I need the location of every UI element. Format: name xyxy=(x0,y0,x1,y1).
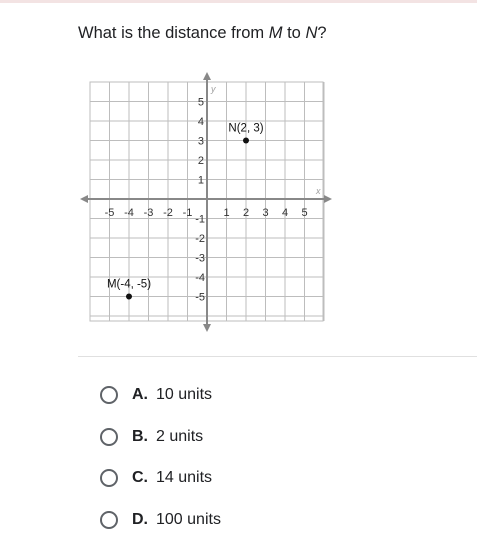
choice-b[interactable] xyxy=(100,422,203,452)
y-axis-arrow-down xyxy=(203,324,211,332)
question-middle: to xyxy=(282,24,306,42)
x-tick-label: 1 xyxy=(223,207,230,219)
radio-button-a[interactable] xyxy=(100,386,118,404)
y-tick-label: 4 xyxy=(197,116,204,128)
y-tick-label: -1 xyxy=(195,213,205,226)
y-tick-label: -5 xyxy=(195,291,205,304)
x-tick-label: -2 xyxy=(163,207,173,219)
choice-text-c: 14 units xyxy=(156,469,213,486)
choice-a[interactable] xyxy=(100,380,212,410)
x-tick-label: 4 xyxy=(281,207,289,219)
y-axis-label: y xyxy=(211,84,216,94)
question-point-m: M xyxy=(268,24,283,42)
x-tick-label: -3 xyxy=(143,207,154,219)
question-point-n: N xyxy=(305,24,318,42)
x-tick-label: -4 xyxy=(124,207,134,219)
y-tick-label: -2 xyxy=(195,233,205,245)
x-tick-label: -1 xyxy=(182,207,193,219)
point-m-label: M(-4, -5) xyxy=(106,278,152,291)
choice-text-d: 100 units xyxy=(156,511,221,528)
x-axis-arrow-right xyxy=(324,195,332,203)
question-text xyxy=(78,24,327,43)
x-axis-arrow-left xyxy=(80,195,88,203)
y-tick-label: 2 xyxy=(197,155,204,167)
top-accent-rule xyxy=(0,0,477,3)
x-tick-label: -5 xyxy=(104,207,115,219)
choice-d[interactable] xyxy=(100,505,221,535)
point-n-label: N(2, 3) xyxy=(228,122,264,135)
y-tick-label: 5 xyxy=(197,96,204,109)
radio-button-c[interactable] xyxy=(100,469,118,487)
point-n-dot xyxy=(243,138,249,144)
choice-text-a: 10 units xyxy=(156,386,213,403)
choice-letter-c: C. xyxy=(132,469,148,486)
choice-text-b: 2 units xyxy=(156,428,204,445)
y-tick-label: 1 xyxy=(197,174,204,187)
question-suffix: ? xyxy=(317,24,327,42)
x-tick-label: 3 xyxy=(262,207,269,219)
choice-letter-a: A. xyxy=(132,386,148,403)
y-tick-label: -3 xyxy=(195,252,205,265)
coordinate-plane xyxy=(80,70,340,340)
x-tick-label: 5 xyxy=(301,207,308,219)
section-divider xyxy=(78,356,477,357)
radio-button-d[interactable] xyxy=(100,511,118,529)
x-axis-label: x xyxy=(316,186,321,196)
choice-letter-d: D. xyxy=(132,511,148,528)
point-m-dot xyxy=(126,294,132,300)
x-tick-label: 2 xyxy=(242,207,250,219)
y-tick-label: -4 xyxy=(195,272,205,284)
y-axis-arrow-up xyxy=(203,72,211,80)
question-prefix: What is the distance from xyxy=(78,24,269,42)
radio-button-b[interactable] xyxy=(100,428,118,446)
choice-letter-b: B. xyxy=(132,428,148,445)
axes xyxy=(80,72,332,332)
choice-c[interactable] xyxy=(100,463,212,493)
y-tick-label: 3 xyxy=(197,135,204,148)
